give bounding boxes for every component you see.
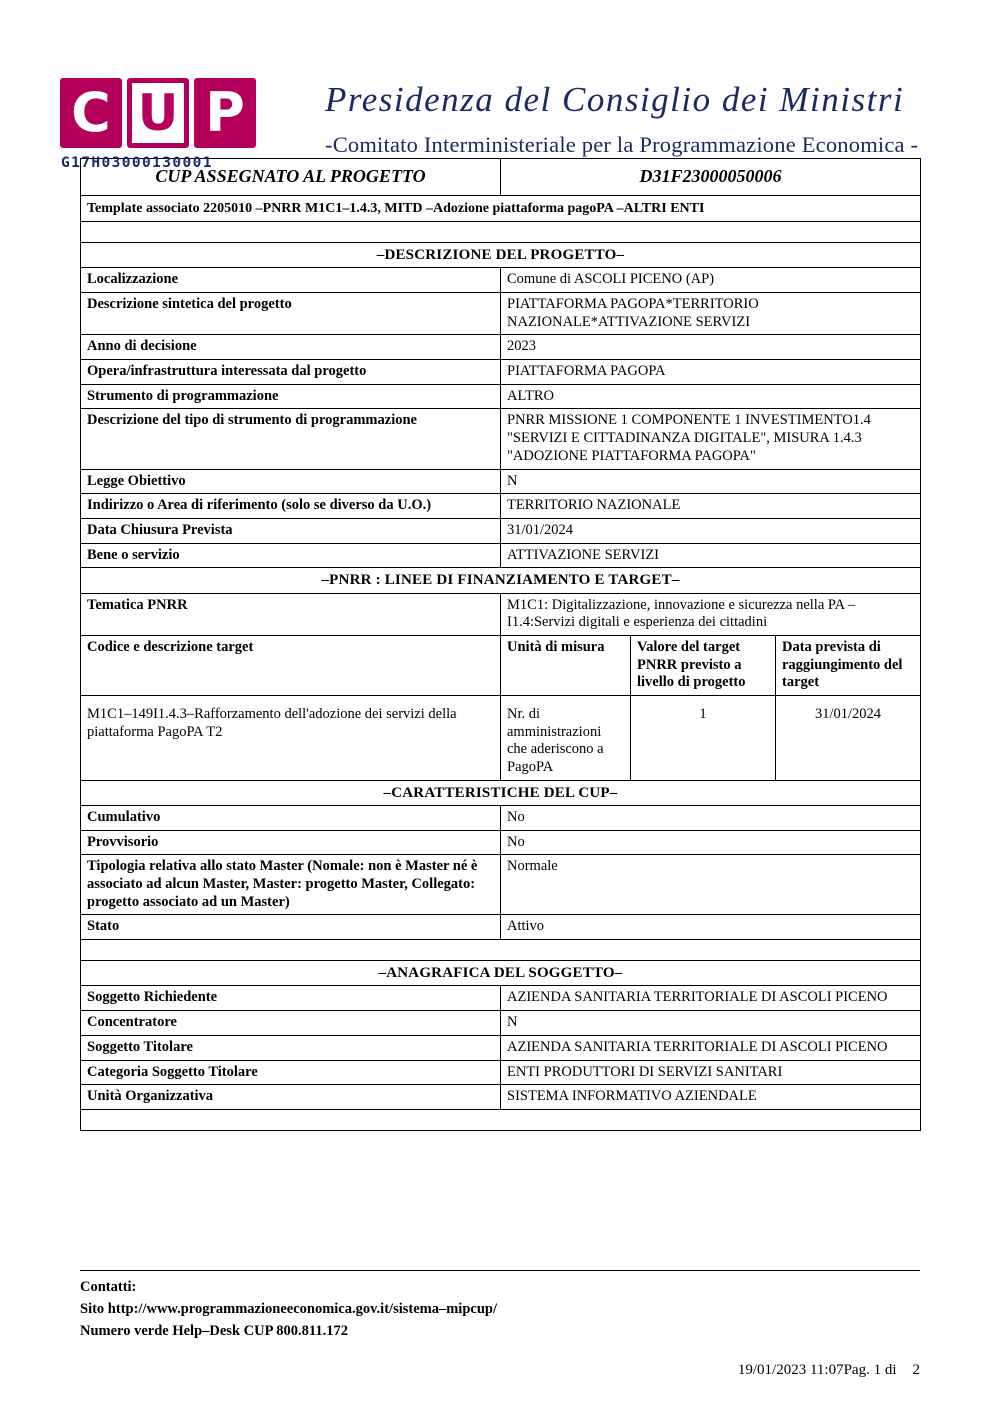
cup-barcode-code: G17H03000130001	[61, 155, 213, 171]
logo-letter-c: C	[60, 78, 122, 148]
row-label: Tematica PNRR	[81, 593, 501, 635]
table-row	[81, 1060, 921, 1085]
row-label: Legge Obiettivo	[81, 469, 501, 494]
row-value: PIATTAFORMA PAGOPA*TERRITORIO NAZIONALE*ATTIVAZIONE SERVIZI	[501, 293, 921, 335]
table-row	[81, 593, 921, 635]
spacer-cell	[81, 940, 921, 961]
row-label: Data Chiusura Prevista	[81, 518, 501, 543]
row-value: TERRITORIO NAZIONALE	[501, 494, 921, 519]
row-label: Unità Organizzativa	[81, 1085, 501, 1110]
section-header-pnrr: –PNRR : LINEE DI FINANZIAMENTO E TARGET–	[81, 568, 921, 593]
spacer-cell	[81, 1109, 921, 1130]
row-value: Comune di ASCOLI PICENO (AP)	[501, 268, 921, 293]
cup-assigned-value: D31F23000050006	[501, 159, 921, 196]
table-row	[81, 1011, 921, 1036]
footer-contacts-label: Contatti:	[80, 1279, 137, 1295]
table-row	[81, 384, 921, 409]
target-header-label: Codice e descrizione target	[81, 635, 501, 695]
footer-divider	[80, 1270, 920, 1271]
document-header	[0, 0, 1000, 171]
footer-page-info	[738, 1362, 920, 1379]
section-header-anagrafica: –ANAGRAFICA DEL SOGGETTO–	[81, 961, 921, 986]
table-row	[81, 635, 921, 695]
cup-detail-table	[80, 158, 921, 1131]
row-value: No	[501, 830, 921, 855]
target-unit-value: Nr. di amministrazioni che aderiscono a PagoPA	[501, 696, 631, 781]
table-row	[81, 335, 921, 360]
row-label: Localizzazione	[81, 268, 501, 293]
table-row	[81, 830, 921, 855]
footer-page-label: Pag. 1 di	[843, 1362, 897, 1378]
row-value: No	[501, 806, 921, 831]
section-header-caratteristiche: –CARATTERISTICHE DEL CUP–	[81, 780, 921, 805]
row-value: 31/01/2024	[501, 518, 921, 543]
footer-website: Sito http://www.programmazioneeconomica.gov.it/sistema–mipcup/	[80, 1300, 497, 1317]
target-date: 31/01/2024	[776, 696, 921, 781]
row-label: Cumulativo	[81, 806, 501, 831]
row-value: Attivo	[501, 915, 921, 940]
target-column-unit: Unità di misura	[501, 635, 631, 695]
row-label: Categoria Soggetto Titolare	[81, 1060, 501, 1085]
table-row	[81, 915, 921, 940]
footer-helpdesk: Numero verde Help–Desk CUP 800.811.172	[80, 1322, 348, 1339]
row-label: Indirizzo o Area di riferimento (solo se diverso da U.O.)	[81, 494, 501, 519]
row-value: AZIENDA SANITARIA TERRITORIALE DI ASCOLI PICENO	[501, 1035, 921, 1060]
table-row	[81, 543, 921, 568]
row-label: Opera/infrastruttura interessata dal progetto	[81, 360, 501, 385]
row-label: Anno di decisione	[81, 335, 501, 360]
institution-title-block	[295, 78, 1000, 158]
row-label: Descrizione sintetica del progetto	[81, 293, 501, 335]
table-row	[81, 469, 921, 494]
table-row	[81, 268, 921, 293]
row-value: 2023	[501, 335, 921, 360]
logo-letter-u: U	[127, 78, 189, 148]
section-header-descrizione: –DESCRIZIONE DEL PROGETTO–	[81, 243, 921, 268]
row-value: ENTI PRODUTTORI DI SERVIZI SANITARI	[501, 1060, 921, 1085]
institution-title-line2: -Comitato Interministeriale per la Programmazione Economica -	[325, 132, 919, 157]
row-value: PIATTAFORMA PAGOPA	[501, 360, 921, 385]
target-code-description: M1C1–149I1.4.3–Rafforzamento dell'adozione dei servizi della piattaforma PagoPA T2	[81, 696, 501, 781]
target-value: 1	[631, 696, 776, 781]
cup-assigned-label: CUP ASSEGNATO AL PROGETTO	[81, 159, 501, 196]
row-label: Bene o servizio	[81, 543, 501, 568]
table-row	[81, 222, 921, 243]
table-row	[81, 806, 921, 831]
footer-page-total: 2	[912, 1362, 920, 1378]
row-value: PNRR MISSIONE 1 COMPONENTE 1 INVESTIMENTO1.4 "SERVIZI E CITTADINANZA DIGITALE", MISURA 1.4.3 "ADOZIONE PIATTAFORMA PAGOPA"	[501, 409, 921, 469]
footer-timestamp: 19/01/2023 11:07	[737, 1362, 844, 1378]
table-row	[81, 961, 921, 986]
row-value: ATTIVAZIONE SERVIZI	[501, 543, 921, 568]
row-label: Provvisorio	[81, 830, 501, 855]
row-value: AZIENDA SANITARIA TERRITORIALE DI ASCOLI PICENO	[501, 986, 921, 1011]
row-label: Stato	[81, 915, 501, 940]
document-footer	[80, 1270, 920, 1378]
row-value: N	[501, 1011, 921, 1036]
table-row	[81, 940, 921, 961]
table-row	[81, 360, 921, 385]
row-label: Tipologia relativa allo stato Master (Nomale: non è Master né è associato ad alcun Master, Master: progetto Master, Collegato: progetto associato ad un Master)	[81, 855, 501, 915]
table-row	[81, 1035, 921, 1060]
logo-letter-p: P	[194, 78, 256, 148]
row-value: SISTEMA INFORMATIVO AZIENDALE	[501, 1085, 921, 1110]
target-column-date: Data prevista di raggiungimento del target	[776, 635, 921, 695]
table-row	[81, 293, 921, 335]
row-value: ALTRO	[501, 384, 921, 409]
table-row	[81, 986, 921, 1011]
row-label: Soggetto Richiedente	[81, 986, 501, 1011]
table-row	[81, 780, 921, 805]
target-column-value: Valore del target PNRR previsto a livello di progetto	[631, 635, 776, 695]
row-value: M1C1: Digitalizzazione, innovazione e sicurezza nella PA – I1.4:Servizi digitali e esperienza dei cittadini	[501, 593, 921, 635]
template-associated-text: Template associato 2205010 –PNRR M1C1–1.4.3, MITD –Adozione piattaforma pagoPA –ALTRI ENTI	[81, 195, 921, 221]
institution-title-line1: Presidenza del Consiglio dei Ministri	[325, 80, 905, 119]
table-row	[81, 409, 921, 469]
table-row	[81, 568, 921, 593]
cup-logo	[55, 78, 295, 148]
table-row	[81, 696, 921, 781]
cup-logo-block	[55, 78, 295, 171]
spacer-cell	[81, 222, 921, 243]
row-label: Descrizione del tipo di strumento di programmazione	[81, 409, 501, 469]
row-label: Concentratore	[81, 1011, 501, 1036]
table-row	[81, 1085, 921, 1110]
row-value: Normale	[501, 855, 921, 915]
row-label: Strumento di programmazione	[81, 384, 501, 409]
table-row	[81, 855, 921, 915]
row-label: Soggetto Titolare	[81, 1035, 501, 1060]
table-row	[81, 494, 921, 519]
table-row	[81, 195, 921, 221]
table-row	[81, 1109, 921, 1130]
table-row	[81, 243, 921, 268]
table-row	[81, 518, 921, 543]
row-value: N	[501, 469, 921, 494]
